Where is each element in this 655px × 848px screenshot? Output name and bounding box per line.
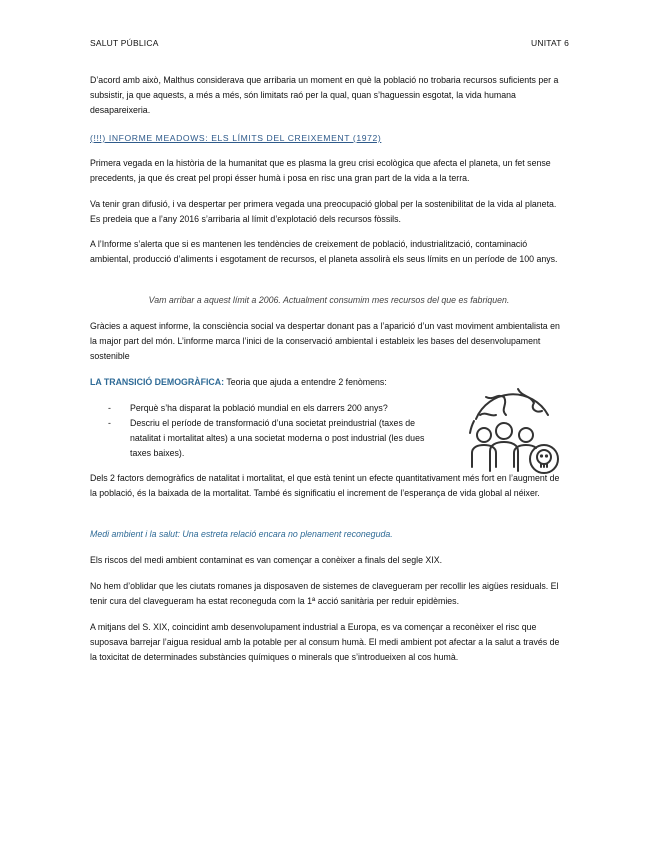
list-item bbox=[90, 416, 430, 461]
meadows-p3-text: A l’Informe s’alerta que si es mantenen les tendències de creixement de població, industrialització, contaminació ambiental, producció d’aliments i esgotament de recursos, el planeta assolirà els seus límits en un període de 100 anys. bbox=[90, 239, 558, 264]
transicio-intro: Teoria que ajuda a entendre 2 fenòmens: bbox=[224, 377, 387, 387]
medi-heading: Medi ambient i la salut: Una estreta relació encara no plenament reconeguda. bbox=[90, 529, 393, 539]
romanes-paragraph bbox=[90, 579, 568, 609]
meadows-paragraph-3 bbox=[90, 237, 568, 267]
meadows-heading[interactable] bbox=[90, 131, 568, 146]
meadows-heading-link[interactable]: (!!!) INFORME MEADOWS: ELS LÍMITS DEL CREIXEMENT (1972) bbox=[90, 133, 382, 143]
romanes-text: No hem d’oblidar que les ciutats romanes ja disposaven de sistemes de clavegueram per recollir les aigües residuals. El tenir cura del clavegueram ha estat reconeguda com la 1ª acció sanitària per reduir epidèmies. bbox=[90, 581, 559, 606]
meadows-paragraph-4 bbox=[90, 319, 568, 364]
bullet-dash: - bbox=[108, 403, 111, 413]
quote-text: Vam arribar a aquest límit a 2006. Actualment consumim mes recursos del que es fabriquen. bbox=[148, 295, 510, 305]
riscos-paragraph bbox=[90, 553, 568, 568]
bullet-dash: - bbox=[108, 418, 111, 428]
meadows-p1-text: Primera vegada en la història de la humanitat que es plasma la greu crisi ecològica que afecta el planeta, un fet sense precedents, ja que és creat pel propi ésser humà i posa en risc una gran part de la vida a la terra. bbox=[90, 158, 551, 183]
meadows-p2-text: Va tenir gran difusió, i va despertar per primera vegada una preocupació global per la sostenibilitat de la vida al planeta. Es predeia que a l’any 2016 s’arribaria al límit d’explotació dels recursos fòssils. bbox=[90, 199, 557, 224]
transicio-heading: LA TRANSICIÓ DEMOGRÀFICA: bbox=[90, 377, 225, 387]
bullet-text: Perquè s’ha disparat la població mundial en els darrers 200 anys? bbox=[130, 403, 388, 413]
meadows-p4-text: Gràcies a aquest informe, la consciència social va despertar donant pas a l’aparició d’un vast moviment ambientalista en la major part del món. L’informe marca l’inici de la conservació ambiental i estableix les bases del desenvolupament sostenible bbox=[90, 321, 560, 361]
segle-xix-text: A mitjans del S. XIX, coincidint amb desenvolupament industrial a Europa, es va començar a reconèixer el risc que suposava barrejar l’aigua residual amb la potable per al consum humà. El medi ambient pot afectar a la salut a través de la toxicitat de determinades substàncies químiques o minerals que s’introdueixen al cos humà. bbox=[90, 622, 560, 662]
meadows-paragraph-2 bbox=[90, 197, 568, 227]
medi-heading-line bbox=[90, 527, 568, 542]
malthus-paragraph bbox=[90, 73, 568, 118]
factors-text: Dels 2 factors demogràfics de natalitat i mortalitat, el que està tenint un efecte quantitativament més fort en l’augment de la població, és la baixada de la mortalitat. També és significatiu el increment de l’esperança de vida global al néixer. bbox=[90, 473, 560, 498]
riscos-text: Els riscos del medi ambient contaminat es van començar a conèixer a finals del segle XIX. bbox=[90, 555, 443, 565]
bullet-text: Descriu el període de transformació d’una societat preindustrial (taxes de natalitat i mortalitat altes) a una societat moderna o post industrial (les dues taxes baixes). bbox=[130, 418, 425, 458]
factors-paragraph bbox=[90, 471, 568, 501]
meadows-paragraph-1 bbox=[90, 156, 568, 186]
list-item bbox=[90, 401, 430, 416]
quote-line bbox=[90, 293, 568, 308]
malthus-text: D’acord amb això, Malthus considerava que arribaria un moment en què la població no trobaria recursos suficients per a subsistir, ja que aquests, a més a més, són limitats raó per la qual, quan s’haguessin esgotat, la vida humana desapareixeria. bbox=[90, 75, 559, 115]
header-unit: UNITAT 6 bbox=[531, 38, 569, 48]
header-subject: SALUT PÚBLICA bbox=[90, 38, 159, 48]
segle-xix-paragraph bbox=[90, 620, 568, 665]
